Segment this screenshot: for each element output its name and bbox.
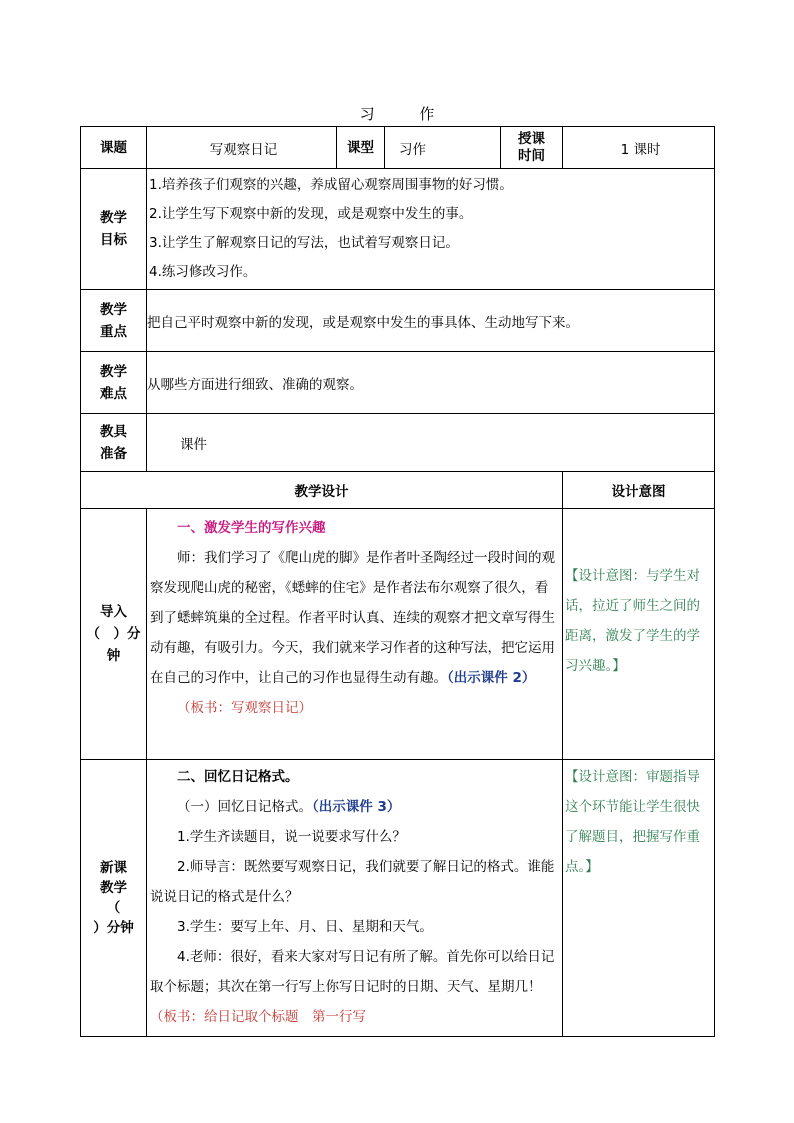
topic-label: 课题 [81, 127, 147, 169]
topic-value: 写观察日记 [147, 127, 337, 169]
meta-row [81, 127, 715, 169]
difficulties-label-2: 难点 [100, 385, 127, 402]
intro-content [147, 509, 563, 760]
difficulties-row [81, 352, 715, 414]
step-item: 2.师导言：既然要写观察日记，我们就要了解日记的格式。谁能说说日记的格式是什么？ [150, 859, 555, 905]
intro-label-3: 钟 [106, 648, 121, 664]
intro-heading: 一、激发学生的写作兴趣 [177, 520, 326, 536]
intro-text: 师：我们学习了《爬山虎的脚》是作者叶圣陶经过一段时间的观察发现爬山虎的秘密，《蟋蟀的住宅》是作者法布尔观察了很久，看到了蟋蟀筑巢的全过程。作者平时认真、连续的观察才把文章写得生动有趣，有吸引力。今天，我们就来学习作者的这种写法，把它运用在自己的习作中，让自己的习作也显得生动有趣。 [150, 550, 555, 686]
new-lesson-subheading [150, 792, 560, 822]
objectives-label [81, 169, 147, 290]
materials-label [81, 414, 147, 472]
objectives-row [81, 169, 715, 290]
new-lesson-intent: 【设计意图：审题指导这个环节能让学生很快了解题目，把握写作重点。】 [563, 760, 715, 1037]
lesson-plan-table [80, 126, 715, 1037]
intro-board-note: （板书：写观察日记） [177, 700, 312, 716]
difficulties-text: 从哪些方面进行细致、准确的观察。 [147, 352, 715, 414]
objectives-label-1: 教学 [100, 210, 127, 226]
objective-item: 4.练习修改习作。 [149, 264, 257, 280]
step-item [150, 942, 560, 1032]
difficulties-label-1: 教学 [100, 363, 127, 380]
intro-row [81, 509, 715, 760]
type-value: 习作 [385, 127, 501, 169]
objectives-list [147, 169, 715, 290]
new-lesson-sub-text: （一）回忆日记格式。 [177, 799, 312, 815]
intro-intent: 【设计意图：与学生对话，拉近了师生之间的距离，激发了学生的学习兴趣。】 [563, 509, 715, 760]
intro-label-1: 导入 [100, 604, 127, 620]
step4-board-note: （板书：给日记取个标题 第一行写 [150, 1009, 366, 1025]
materials-label-1: 教具 [100, 423, 127, 440]
hours-label [501, 127, 563, 169]
key-points-text: 把自己平时观察中新的发现，或是观察中发生的事具体、生动地写下来。 [147, 290, 715, 352]
new-lesson-label-3: （ [106, 900, 121, 916]
new-lesson-label-4: ）分钟 [93, 920, 134, 936]
step4-text: 4.老师：很好，看来大家对写日记有所了解。首先你可以给日记取个标题；其次在第一行写上你写日记时的日期、天气、星期几！ [150, 949, 555, 995]
objective-item: 1.培养孩子们观察的兴趣，养成留心观察周围事物的好习惯。 [149, 177, 513, 193]
intro-courseware-cue: （出示课件 2） [447, 670, 536, 686]
document-title [0, 103, 794, 124]
step-item: 1.学生齐读题目，说一说要求写什么？ [177, 829, 406, 845]
materials-text: 课件 [147, 414, 715, 472]
new-lesson-courseware-cue: （出示课件 3） [312, 799, 401, 815]
type-label: 课型 [337, 127, 385, 169]
objective-item: 2.让学生写下观察中新的发现，或是观察中发生的事。 [149, 206, 473, 222]
materials-row [81, 414, 715, 472]
intro-paragraph [150, 543, 560, 693]
step-item: 3.学生：要写上年、月、日、星期和天气。 [177, 919, 433, 935]
title-char-2: 作 [419, 105, 435, 123]
title-char-1: 习 [359, 105, 375, 123]
hours-label-line2: 时间 [518, 147, 545, 164]
new-lesson-label [81, 760, 147, 1037]
new-lesson-row [81, 760, 715, 1037]
difficulties-label [81, 352, 147, 414]
intro-label [81, 509, 147, 760]
objective-item: 3.让学生了解观察日记的写法，也试着写观察日记。 [149, 235, 459, 251]
new-lesson-heading: 二、回忆日记格式。 [177, 769, 299, 785]
hours-label-line1: 授课 [518, 130, 545, 147]
key-points-label-1: 教学 [100, 301, 127, 318]
key-points-label-2: 重点 [100, 323, 127, 340]
design-header-row [81, 472, 715, 509]
new-lesson-label-1: 新课 [100, 860, 127, 876]
intro-label-2: （ ）分 [86, 626, 141, 642]
key-points-label [81, 290, 147, 352]
materials-label-2: 准备 [100, 445, 127, 462]
objectives-label-2: 目标 [100, 232, 127, 248]
intent-header: 设计意图 [563, 472, 715, 509]
new-lesson-content [147, 760, 563, 1037]
design-header: 教学设计 [81, 472, 563, 509]
new-lesson-label-2: 教学 [100, 880, 127, 896]
key-points-row [81, 290, 715, 352]
hours-value: 1 课时 [563, 127, 715, 169]
